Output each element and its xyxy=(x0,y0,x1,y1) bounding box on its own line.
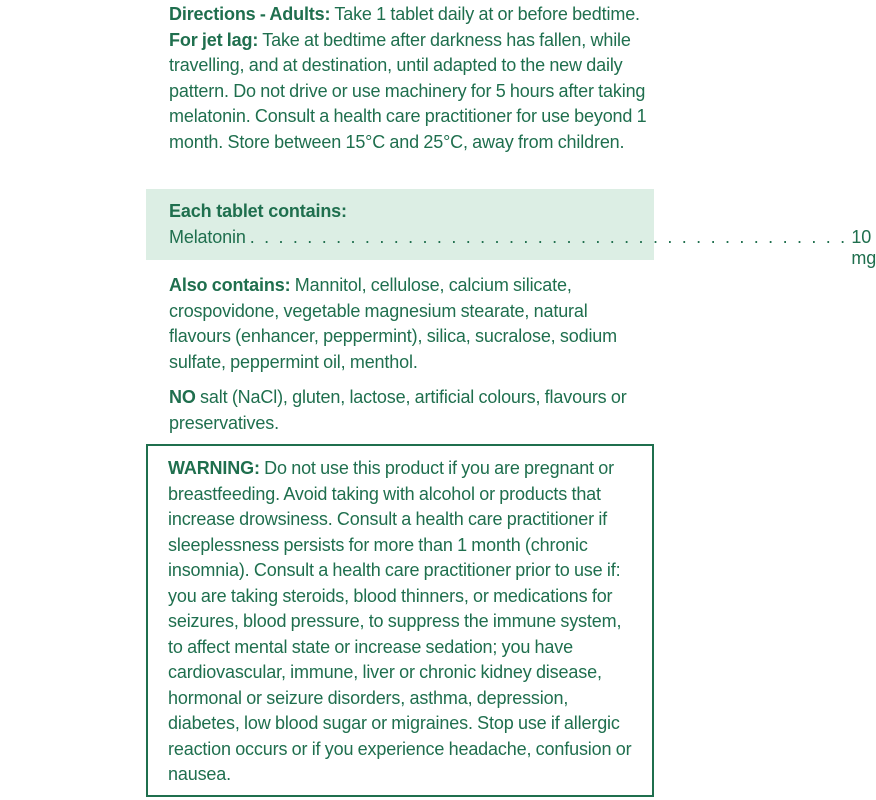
warning-label: WARNING: xyxy=(168,458,260,478)
ingredient-amount: 10 mg xyxy=(851,227,876,268)
directions-jetlag-label: For jet lag: xyxy=(169,29,259,50)
also-contains-text: Mannitol, cellulose, calcium silicate, crospovidone, vegetable magnesium stearate, natural flavours (enhancer, peppermint), silica, sucralose, sodium sulfate, peppermint oil, menthol. xyxy=(169,275,618,372)
free-from-statement xyxy=(169,385,644,436)
also-contains-label: Also contains: xyxy=(169,275,291,295)
directions-adults-label: Directions - Adults: xyxy=(169,4,331,24)
warning-text: Do not use this product if you are pregnant or breastfeeding. Avoid taking with alcohol or products that increase drowsiness. Consult a health care practitioner if sleeplessness persists for more than 1 month (chronic insomnia). Consult a health care practitioner prior to use if: you are taking steroids, blood thinners, or medications for seizures, blood pressure, to suppress the immune system, to affect mental state or increase sedation; you have cardiovascular, immune, liver or chronic kidney disease, hormonal or seizure disorders, asthma, depression, diabetes, low blood sugar or migraines. Stop use if allergic reaction occurs or if you experience headache, confusion or nausea. xyxy=(168,458,632,784)
ingredient-name: Melatonin xyxy=(169,227,246,247)
directions-adults-text: Take 1 tablet daily at or before bedtime. xyxy=(330,4,640,24)
also-contains-section xyxy=(169,273,639,375)
directions-section xyxy=(169,2,669,155)
warning-box xyxy=(146,444,654,797)
warning-text-block xyxy=(168,456,638,788)
directions-jetlag-text: Take at bedtime after darkness has fallen, while travelling, and at destination, until adapted to the new daily pattern. Do not drive or use machinery for 5 hours after taking melatonin. Consult a health care practitioner for use beyond 1 month. Store between 15°C and 25°C, away from children. xyxy=(169,29,647,152)
free-from-text: salt (NaCl), gluten, lactose, artificial colours, flavours or preservatives. xyxy=(169,387,627,433)
ingredient-row xyxy=(169,227,876,269)
ingredients-box xyxy=(146,189,876,268)
ingredients-title: Each tablet contains: xyxy=(169,201,347,221)
free-from-label: NO xyxy=(169,387,196,407)
ingredient-leader-dots: . . . . . . . . . . . . . . . . . . . . . . . . . . . . . . . . . . . . . . . . . . xyxy=(249,227,848,247)
